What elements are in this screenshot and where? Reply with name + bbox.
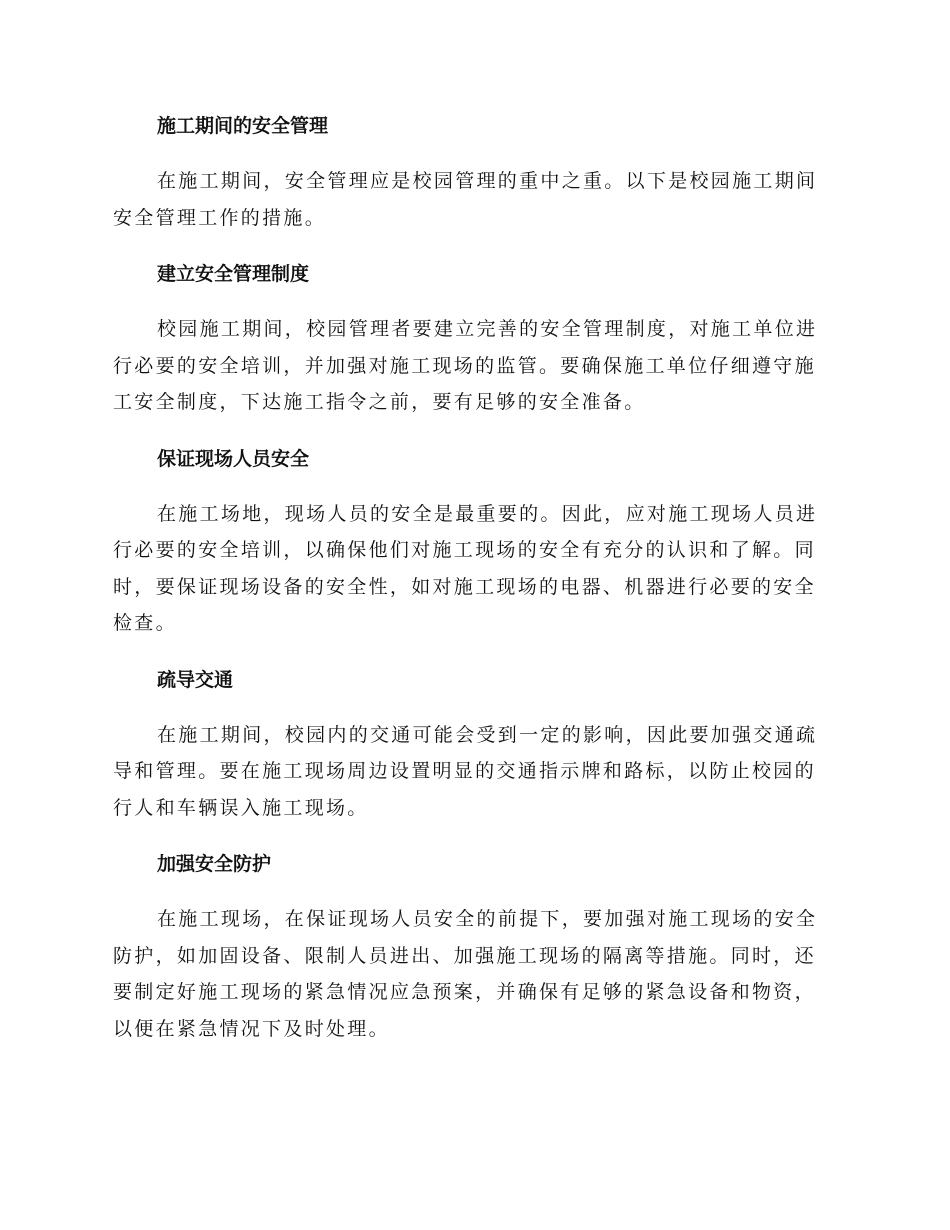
section-paragraph: 校园施工期间，校园管理者要建立完善的安全管理制度，对施工单位进行必要的安全培训，并加强对施工现场的监管。要确保施工单位仔细遵守施工安全制度，下达施工指令之前，要有足够的安全准备。: [113, 318, 818, 413]
section-heading: 加强安全防护: [157, 853, 272, 875]
section-safety-protection: [113, 845, 835, 1047]
section-heading: 疏导交通: [157, 668, 234, 691]
section-establish-system: [113, 255, 835, 421]
section-safety-management: [113, 107, 835, 236]
section-paragraph: 在施工期间，校园内的交通可能会受到一定的影响，因此要加强交通疏导和管理。要在施工现场周边设置明显的交通指示牌和路标，以防止校园的行人和车辆误入施工现场。: [113, 723, 818, 819]
section-traffic-guidance: [113, 661, 835, 827]
section-paragraph: 在施工现场，在保证现场人员安全的前提下，要加强对施工现场的安全防护，如加固设备、限制人员进出、加强施工现场的隔离等措施。同时，还要制定好施工现场的紧急情况应急预案，并确保有足够的紧急设备和物资，以便在紧急情况下及时处理。: [113, 908, 818, 1040]
section-heading: 施工期间的安全管理: [157, 115, 329, 137]
section-paragraph: 在施工场地，现场人员的安全是最重要的。因此，应对施工现场人员进行必要的安全培训，以确保他们对施工现场的安全有充分的认识和了解。同时，要保证现场设备的安全性，如对施工现场的电器、机器进行必要的安全检查。: [113, 502, 818, 634]
section-personnel-safety: [113, 440, 835, 642]
document-body: [113, 107, 835, 1066]
section-heading: 保证现场人员安全: [157, 447, 310, 470]
section-paragraph: 在施工期间，安全管理应是校园管理的重中之重。以下是校园施工期间安全管理工作的措施。: [113, 170, 818, 229]
section-heading: 建立安全管理制度: [157, 263, 310, 285]
